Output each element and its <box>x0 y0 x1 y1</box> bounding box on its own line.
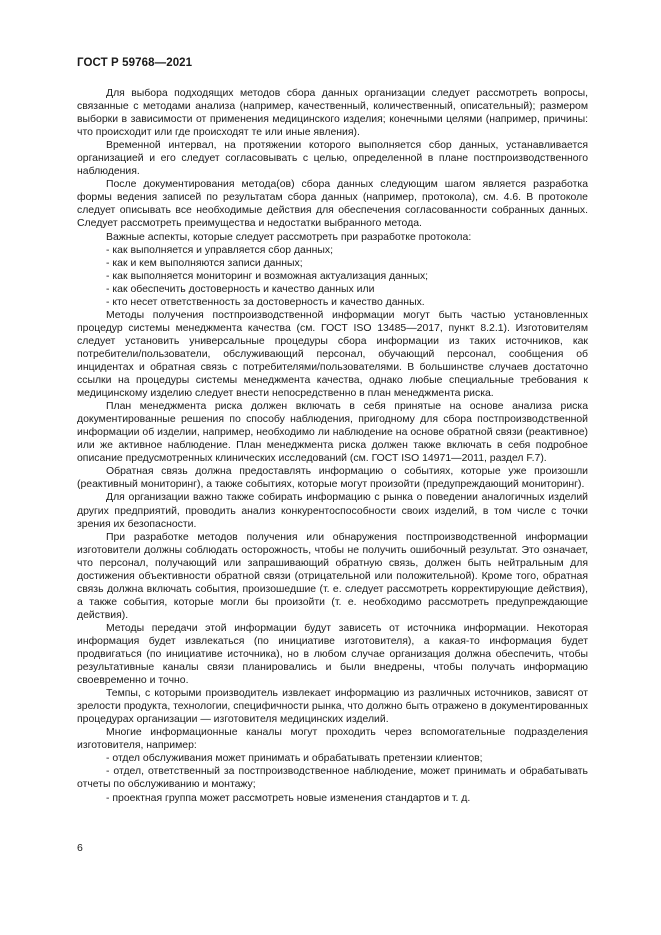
paragraph: Важные аспекты, которые следует рассмотреть при разработке протокола: <box>106 231 472 243</box>
list-item: - проектная группа может рассмотреть новые изменения стандартов и т. д. <box>106 792 471 804</box>
paragraph: Для организации важно также собирать информацию с рынка о поведении аналогичных изделий других предприятий, проводить анализ конкурентоспособности своих изделий, в том числе с точки зрения их безопасности. <box>77 492 588 530</box>
document-header: ГОСТ Р 59768—2021 <box>77 57 193 69</box>
paragraph: Темпы, с которыми производитель извлекает информацию из различных источников, зависят от зрелости продукта, технологии, специфичности рынка, что должно быть отражено в документированных процедурах организации — изготовителя медицинских изделий. <box>77 688 588 726</box>
list-item: - кто несет ответственность за достоверность и качество данных. <box>106 296 425 308</box>
paragraph: После документирования метода(ов) сбора данных следующим шагом является разработка формы ведения записей по результатам сбора данных (например, протокола), см. 4.6. В протоколе следует описывать все необходимые действия для обеспечения согласованности собранных данных. Следует рассмотреть преимущества и недостатки выбранного метода. <box>77 179 588 230</box>
paragraph: Временной интервал, на протяжении которого выполняется сбор данных, устанавливается организацией и его следует согласовывать с целью, определенной в плане постпроизводственного наблюдения. <box>77 140 588 178</box>
page-number: 6 <box>77 842 83 854</box>
paragraph: Многие информационные каналы могут проходить через вспомогательные подразделения изготовителя, например: <box>77 727 588 752</box>
paragraph: Обратная связь должна предоставлять информацию о событиях, которые уже произошли (реактивный мониторинг), а также событиях, которые могут произойти (предупреждающий мониторинг). <box>77 466 588 491</box>
paragraph: Методы получения постпроизводственной информации могут быть частью установленных процедур системы менеджмента качества (см. ГОСТ ISO 13485—2017, пункт 8.2.1). Изготовителям следует установить универсальные процедуры сбора информации из таких источников, как потребители/пользователи, обслуживающий персонал, обучающий персонал, сообщения об инцидентах и обратная связь с потребителями/пользователями. В большинстве случаев достаточно ссылки на процедуры системы менеджмента качества, однако любые специальные требования к медицинскому изделию следует внести непосредственно в план менеджмента риска. <box>77 309 588 400</box>
paragraph: План менеджмента риска должен включать в себя принятые на основе анализа риска документированные решения по способу наблюдения, пригодному для сбора постпроизводственной информации об изделии, например, необходимо ли наблюдение на основе обратной связи (реактивное) или же активное наблюдение. План менеджмента риска должен также включать в себя подробное описание предусмотренных клинических исследований (см. ГОСТ ISO 14971—2011, раздел F.7). <box>77 401 588 465</box>
paragraph: Методы передачи этой информации будут зависеть от источника информации. Некоторая информация будет извлекаться (по инициативе изготовителя), а какая-то информация будет продвигаться (по инициативе источника), но в любом случае организация должна обеспечить, чтобы результативные каналы связи планировались и были внедрены, чтобы получать информацию своевременно и точно. <box>77 622 588 687</box>
list-item: - как обеспечить достоверность и качество данных или <box>106 283 375 295</box>
list-item: - отдел обслуживания может принимать и обрабатывать претензии клиентов; <box>106 753 483 765</box>
paragraph: При разработке методов получения или обнаружения постпроизводственной информации изготовители должны соблюдать осторожность, чтобы не получить ошибочный результат. Это означает, что персонал, получающий или запрашивающий обратную связь, должен быть нейтральным для достижения объективности обратной связи (отрицательной или положительной). Кроме того, обратная связь должна включать события, произошедшие (т. е. следует рассмотреть корректирующие действия), а также события, которые могли бы произойти (т. е. необходимо рассмотреть предупреждающие действия). <box>77 531 588 621</box>
list-item: - как выполняется мониторинг и возможная актуализация данных; <box>106 270 429 282</box>
list-item: - как выполняется и управляется сбор данных; <box>106 244 334 256</box>
list-item: - как и кем выполняются записи данных; <box>106 257 303 269</box>
list-item: - отдел, ответственный за постпроизводственное наблюдение, может принимать и обрабатывать отчеты по обслуживанию и монтажу; <box>77 766 588 791</box>
document-body <box>77 87 588 805</box>
paragraph: Для выбора подходящих методов сбора данных организации следует рассмотреть вопросы, связанные с методами анализа (например, качественный, количественный, описательный); размером выборки в зависимости от применения медицинского изделия; конечными целями (например, причины: что происходит или где происходят те или иные явления). <box>77 88 588 139</box>
